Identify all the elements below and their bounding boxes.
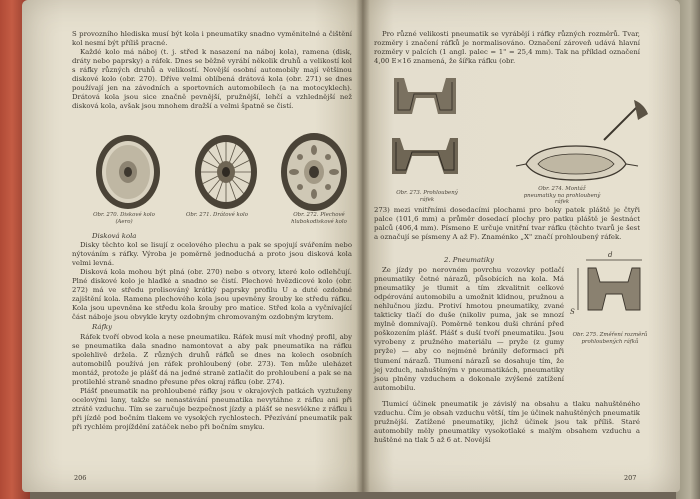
rim-profile-top bbox=[394, 78, 456, 114]
page-number-right: 207 bbox=[624, 474, 637, 482]
book-gutter bbox=[356, 0, 370, 492]
tire-mounting-sketch bbox=[516, 100, 648, 180]
heading-disk-wheels: Disková kola bbox=[92, 232, 137, 240]
left-paragraph: Plášť pneumatik na prohloubené ráfky jsou v okrajových patkách vyztuženy ocelovými lany, takže se nenastávání pneumatika nevytáhne z ráfku ani při ztrátě vzduchu. Tím se zaručuje bezpečnost jízdy a plášť se nesvlékne z ráfku i při jízdě pod bočním tlakem ve vysokých rychlostech. Přezívání pneumatik pak při rychlém projíždění zatáček nebo při bočním smyku. bbox=[72, 386, 352, 431]
caption-fig-270: Obr. 270. Diskové kolo (Aero) bbox=[93, 212, 155, 225]
left-paragraph: S provozního hlediska musí být kola i pneumatiky snadno vyměnitelné a čištění kol nesmí být příliš pracné. bbox=[72, 30, 352, 48]
left-paragraph: Ráfek tvoří obvod kola a nese pneumatiku. Ráfek musí mít vhodný profil, aby se pneumatika dala snadno namontovat a aby pak pneumatika na ráfku spolehlivě držela. Z různých druhů ráfků se dnes na kolech osobních automobilů používá jen ráfek prohloubený (obr. 273). Ten může uleházet montáž, protože je plášť dá na jedné straně zatlačit do prohloubení a pak se na protilehlé straně snadno přesune přes okraj ráfku (obr. 274). bbox=[72, 332, 352, 386]
rim-figures bbox=[376, 70, 666, 200]
steel-wheel-figure bbox=[281, 133, 347, 211]
heading-rims: Ráfky bbox=[92, 323, 113, 332]
rim-profile-bottom bbox=[392, 138, 458, 174]
disk-wheel-figure bbox=[96, 135, 160, 209]
caption-fig-274: Obr. 274. Montáž pneumatiky na prohloubený ráfek bbox=[523, 186, 601, 206]
left-intro bbox=[72, 30, 352, 111]
right-intro bbox=[374, 30, 640, 66]
left-paragraph: Disky těchto kol se lisují z ocelového plechu a pak se spojují svářením nebo nýtováním s ráfky. Výroba je poměrně jednoduchá a proto jsou disková kola velmi levná. bbox=[72, 241, 352, 268]
caption-fig-273: Obr. 273. Prohloubený ráfek bbox=[396, 190, 458, 203]
left-paragraph: Každé kolo má náboj (t. j. střed k nasazení na náboj kola), ramena (disk, dráty nebo paprsky) a ráfek. Dnes se běžně vyrábí několik druhů a velikostí kol s ráfky různých druhů a velikostí. Novější osobní automobily mají většinou diskové kolo (obr. 270). Dříve velmi oblíbená drátová kola (obr. 271) se dnes používají jen na závodních a sportovních automobilech (a na motocyklech). Drátová kola jsou sice značně pevnější, pružnější, lehčí a vzhlednější než disková kola, avšak jsou mnohem dražší a velmi špatně se čistí. bbox=[72, 48, 352, 111]
left-body bbox=[72, 232, 352, 432]
right-paragraph: Pro různé velikosti pneumatik se vyrábějí i ráfky různých rozměrů. Tvar, rozměry i značení ráfků je normalisováno. Označení zároveň udává hlavní rozměry v palcích (1 angl. palec = 1" = 25,4 mm). Tak na příklad označení 4,00 E×16 znamená, že šířka ráfku (obr. bbox=[374, 30, 640, 66]
right-paragraph: 273) mezi vnitřními dosedacími plochami pro boky patek pláště je čtyři palce (101,6 mm) a průměr dosedací plochy pro patku pláště je šestnáct palců (406,4 mm). Písmeno E určuje vnitřní tvar ráfku (těchto tvarů je šest a označují se písmeny A až F). Znaménko „X" značí prohloubený ráfek. bbox=[374, 206, 640, 242]
right-paragraph: Tlumicí účinek pneumatik je závislý na obsahu a tlaku nahuštěného vzduchu. Čím je obsah vzduchu větší, tím je účinek nahuštěných pneumatik pružnější. Zatížené pneumatiky, jichž účinek jsou tak příliš. Staré automobily měly pneumatiky vysokotlaké s malým obsahem vzduchu a huštěné na tlak 5 až 6 at. Novější bbox=[374, 400, 640, 445]
right-page bbox=[362, 0, 680, 492]
left-paragraph: Disková kola mohou být plná (obr. 270) nebo s otvory, které kolo odlehčují. Plné diskové kolo je hladké a snadno se čistí. Plechové hvězdicové kolo (obr. 272) má ve středu prolisováný krátký paprsky profilu U a duté ozdobné zajištění kola. Ramena plechového kola jsou upevněny šrouby ke středu ráfku. Kola jsou upevněna ke středu kola šrouby pro matice. Střed kola a vyčnívající část náboje jsou obvykle kryty ozdobným chromovaným ozdobným krytem. bbox=[72, 268, 352, 322]
heading-tires: 2. Pneumatiky bbox=[443, 256, 495, 264]
figure-label-d: d bbox=[608, 251, 613, 259]
right-bottom bbox=[374, 400, 640, 445]
wire-wheel-figure bbox=[195, 135, 257, 209]
right-mid bbox=[374, 206, 640, 242]
right-paragraph: Ze jízdy po nerovném povrchu vozovky potlačí pneumatiky četné nárazů, působících na kola. Má pneumatiky je tlumit a tím zkvalitnit celkové odpérování automobilu a umožnit klidnou, pružnou a nehlučnou jízdu. Protiví hmotou pneumatiky, zvané takticky tlačí do duše (nikoliv puma, jak se mnozí mylně domnívají). Poměrně tenkou duši chrání před poškozením plášť. Plášť s duší tvoří pneumatiku. Jsou vyrobeny z pružného materiálu — pryže (z gumy pryže) — aby co nejméně bránily deformaci při tlumení nárazů. Tlumení nárazů se dosahuje tím, že jej vzduch, nahuštěným v pneumatikách, pneumatiky jsou plněny vzduchem a dokonale zvýšené zatížení automobilu. bbox=[374, 266, 564, 392]
caption-fig-272: Obr. 272. Plechové hlubokodiskové kolo bbox=[291, 212, 347, 225]
caption-fig-275: Obr. 275. Změření rozměrů prohloubených ráfků bbox=[572, 332, 648, 345]
rim-measurement-figure bbox=[568, 248, 658, 338]
page-number-left: 206 bbox=[74, 474, 87, 482]
caption-fig-271: Obr. 271. Drátové kolo bbox=[186, 212, 248, 218]
left-page bbox=[22, 0, 366, 492]
figure-label-s: S bbox=[570, 308, 575, 316]
right-pneu-col bbox=[374, 254, 564, 393]
